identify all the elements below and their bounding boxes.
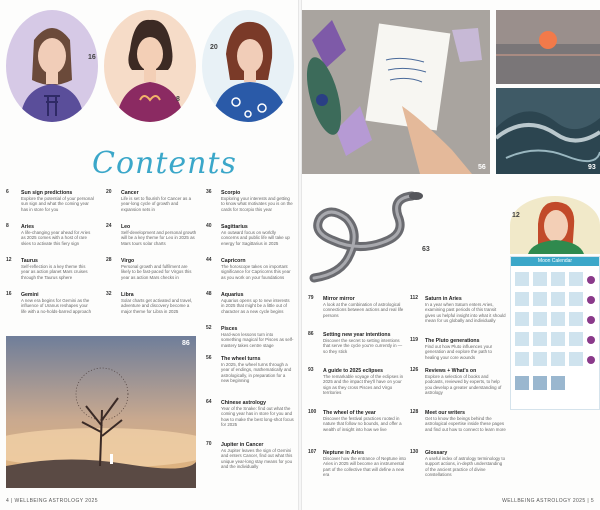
toc-page-number: 28 (106, 257, 112, 263)
toc-text: Discover how the entrance of Neptune into Aries in 2025 will become an instrumental part of the collective that will define a new era (323, 456, 406, 478)
toc-page-number: 24 (106, 223, 112, 229)
toc-page-number: 6 (6, 189, 9, 195)
moon-calendar-grid (511, 266, 599, 409)
toc-text: In a year when Saturn enters Aries, examining past periods of this transit gives us helpful insight into what it should mean for us globally and individually (425, 302, 506, 324)
toc-text: Find out how Pluto influences your generation and explore the path to healing your core wounds (425, 344, 493, 360)
toc-heading: Sun sign predictions (21, 190, 73, 196)
toc-text: A useful index of astrology terminology to support actions, in-depth understanding of the ancient practice of divine constellations (425, 456, 506, 478)
toc-item[interactable] (106, 258, 198, 280)
toc-heading: Libra (121, 292, 134, 298)
toc-item[interactable] (206, 326, 294, 348)
toc-page-number: 64 (206, 399, 212, 405)
toc-heading: Sagittarius (221, 224, 248, 230)
toc-text: Year of the Snake: find out what the coming year has in store for you and how to make the best long-shot focus for 2025 (221, 406, 294, 428)
toc-text: Explore the potential of your personal sun sign and what the coming year has in store for you (21, 196, 94, 212)
sunset-photo (496, 10, 600, 84)
toc-text: Get to know the beings behind the astrological expertise inside these pages and find out how to connect to learn more (425, 416, 506, 432)
toc-text: Self-development and personal growth will be a key theme for Leo in 2025 as Mars tours solar charts (121, 230, 197, 246)
toc-page-number: 48 (206, 291, 212, 297)
moon-calendar (510, 256, 600, 410)
portrait-page-8: 8 (176, 96, 180, 103)
toc-page-number: 112 (410, 295, 419, 301)
toc-item[interactable] (206, 258, 294, 280)
toc-text: Personal growth and fulfilment are likely to be fast-paced for Virgos this year as action Mars checks in (121, 264, 192, 280)
toc-page-number: 107 (308, 449, 317, 455)
toc-page-number: 40 (206, 223, 212, 229)
toc-item[interactable] (206, 224, 294, 246)
illustration-page-63: 63 (422, 246, 430, 253)
toc-item[interactable] (106, 190, 198, 212)
toc-heading: Pisces (221, 326, 238, 332)
toc-heading: Gemini (21, 292, 39, 298)
toc-page-number: 56 (206, 355, 212, 361)
toc-text: Life is set to flourish for Cancer as a year-long cycle of growth and expansion sets in (121, 196, 192, 212)
toc-heading: Scorpio (221, 190, 241, 196)
toc-text: The horoscope takes on important significance for Capricorns this year as you work on your foundations (221, 264, 291, 280)
toc-item[interactable] (206, 190, 294, 212)
toc-page-number: 12 (6, 257, 12, 263)
toc-item[interactable] (206, 400, 294, 428)
toc-text: A life-changing year ahead for Aries as 2025 comes with a host of rare skies to activate this fiery sign (21, 230, 91, 246)
toc-page-number: 86 (308, 331, 314, 337)
toc-heading: Leo (121, 224, 131, 230)
toc-text: Discover the secret to setting intentions that serve the cycle you're currently in — so they stick (323, 338, 403, 354)
contents-title: Contents (92, 146, 237, 181)
toc-page-number: 44 (206, 257, 212, 263)
photo-page-56: 56 (478, 164, 486, 171)
toc-heading: Reviews + What's on (425, 368, 477, 374)
toc-heading: Saturn in Aries (425, 296, 462, 302)
toc-item[interactable] (308, 410, 406, 432)
right-page (302, 0, 600, 510)
toc-page-number: 93 (308, 367, 314, 373)
toc-item[interactable] (410, 338, 506, 360)
toc-item[interactable] (308, 332, 406, 354)
toc-heading: Neptune in Aries (323, 450, 365, 456)
toc-text: Solar charts get activated and travel, adventure and discovery become a major theme for Libra in 2025 (121, 298, 193, 314)
toc-heading: Capricorn (221, 258, 246, 264)
toc-page-number: 130 (410, 449, 419, 455)
toc-item[interactable] (410, 450, 506, 478)
toc-item[interactable] (6, 190, 94, 212)
wave-photo (496, 88, 600, 174)
toc-text: A new era begins for Gemini as the influence of Uranus reshapes your life with a no-holds-barred approach (21, 298, 92, 314)
toc-item[interactable] (6, 224, 94, 246)
toc-item[interactable] (6, 258, 94, 280)
landscape-photo (6, 336, 196, 488)
toc-text: As Jupiter leaves the sign of Gemini and enters Cancer, find out what this unique year-long stay means for you and the individually (221, 448, 293, 470)
toc-page-number: 128 (410, 409, 419, 415)
toc-heading: Virgo (121, 258, 135, 264)
left-footer: 4 | WELLBEING ASTROLOGY 2025 (6, 498, 98, 504)
portrait-cancer (202, 10, 294, 122)
toc-page-number: 20 (106, 189, 112, 195)
toc-item[interactable] (308, 450, 406, 478)
toc-item[interactable] (206, 442, 294, 470)
portrait-taurus (510, 196, 600, 254)
toc-item[interactable] (106, 224, 198, 246)
toc-item[interactable] (410, 368, 506, 396)
journal-photo (302, 10, 490, 174)
toc-page-number: 126 (410, 367, 419, 373)
toc-text: Aquarius opens up to new interests in 2025 that might be a little out of character as a new cycle begins (221, 298, 290, 314)
toc-item[interactable] (410, 410, 506, 432)
toc-heading: The Pluto generations (425, 338, 480, 344)
toc-text: Hard-won lessons turn into something magical for Pisces as self-mastery takes centre stage (221, 332, 294, 348)
toc-item[interactable] (106, 292, 198, 314)
left-page (0, 0, 298, 510)
snake-illustration (302, 188, 432, 288)
toc-heading: Taurus (21, 258, 38, 264)
toc-text: An outward focus on worldly concerns and public life will take up energy for Sagittarius in 2025 (221, 230, 290, 246)
moon-calendar-title: Moon Calendar (511, 257, 599, 266)
toc-page-number: 119 (410, 337, 419, 343)
portrait-aries (104, 10, 196, 122)
toc-heading: Chinese astrology (221, 400, 266, 406)
toc-page-number: 70 (206, 441, 212, 447)
toc-page-number: 100 (308, 409, 317, 415)
photo-page-86: 86 (182, 340, 190, 347)
portrait-gemini (6, 10, 98, 122)
toc-text: Exploring your interests and getting to know what motivates you is on the cards for Scorpio this year (221, 196, 293, 212)
toc-heading: Jupiter in Cancer (221, 442, 264, 448)
toc-heading: The wheel of the year (323, 410, 376, 416)
toc-item[interactable] (308, 296, 406, 318)
portrait-page-12: 12 (512, 212, 520, 219)
toc-heading: Aries (21, 224, 34, 230)
photo-page-93: 93 (588, 164, 596, 171)
toc-item[interactable] (206, 356, 294, 384)
toc-text: Explore a selection of books and podcasts, reviewed by experts, to help you develop a greater understanding of astrology (425, 374, 502, 396)
portrait-page-20: 20 (210, 44, 218, 51)
portrait-page-16: 16 (88, 54, 96, 61)
toc-text: A look at the combination of astrological connections between actions and real life persons (323, 302, 404, 318)
toc-item[interactable] (206, 292, 294, 314)
toc-heading: Meet our writers (425, 410, 466, 416)
right-footer: WELLBEING ASTROLOGY 2025 | 5 (502, 498, 594, 504)
toc-text: The remarkable voyage of the eclipses in 2025 and the impact they'll have on your sign as they cross Pisces and Virgo territories (323, 374, 404, 396)
toc-page-number: 36 (206, 189, 212, 195)
toc-heading: Setting new year intentions (323, 332, 391, 338)
toc-page-number: 16 (6, 291, 12, 297)
toc-heading: Aquarius (221, 292, 244, 298)
toc-item[interactable] (308, 368, 406, 396)
toc-page-number: 8 (6, 223, 9, 229)
toc-heading: Cancer (121, 190, 139, 196)
toc-heading: A guide to 2025 eclipses (323, 368, 384, 374)
toc-item[interactable] (6, 292, 94, 314)
toc-heading: Mirror mirror (323, 296, 355, 302)
toc-heading: Glossary (425, 450, 448, 456)
toc-page-number: 52 (206, 325, 212, 331)
toc-item[interactable] (410, 296, 506, 324)
toc-text: Self-reflection is a key theme this year as action planet Mars cruises through the Taurus sphere (21, 264, 88, 280)
toc-page-number: 32 (106, 291, 112, 297)
toc-heading: The wheel turns (221, 356, 261, 362)
toc-page-number: 79 (308, 295, 314, 301)
toc-text: Discover the festival practices rooted in nature that follow no bounds, and offer a wealth of insight into how we live (323, 416, 402, 432)
toc-text: In 2025, the wheel turns through a year of endings, mathematically and astrologically, in preparation for a new beginning (221, 362, 292, 384)
